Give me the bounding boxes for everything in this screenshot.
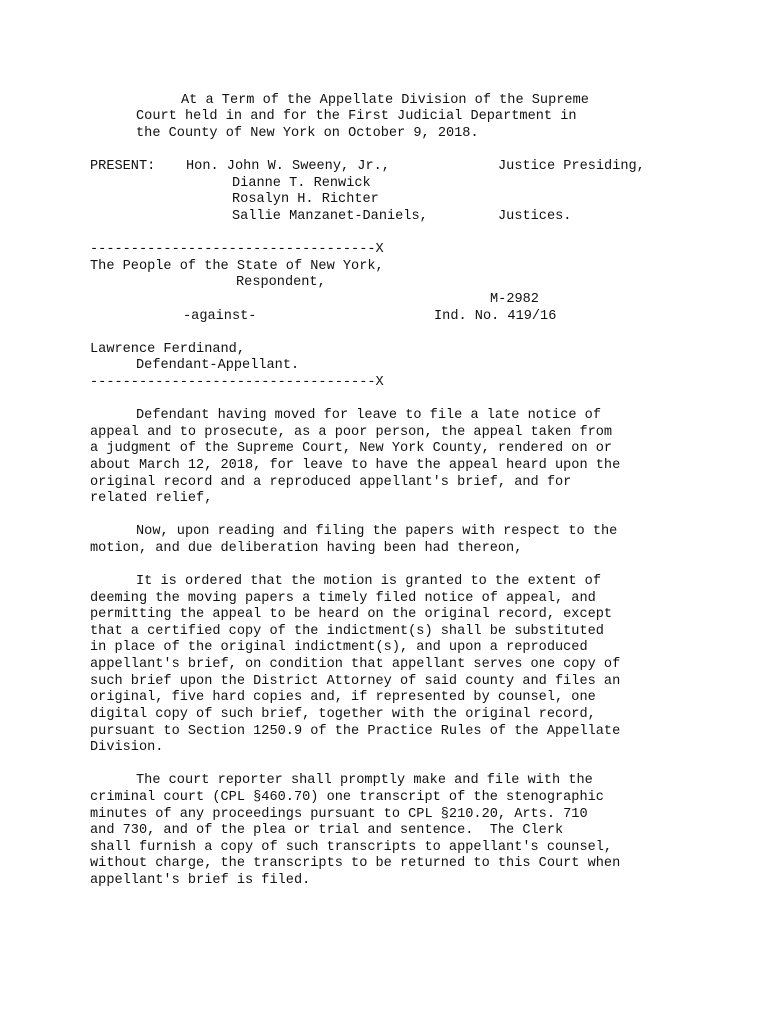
body-line: deeming the moving papers a timely filed notice of appeal, and <box>90 591 596 606</box>
body-line: Division. <box>90 740 164 755</box>
judge-name: Sallie Manzanet-Daniels, <box>232 209 428 224</box>
heading-line-1: At a Term of the Appellate Division of the Supreme <box>181 93 589 108</box>
body-line: appellant's brief, on condition that appellant serves one copy of <box>90 657 621 672</box>
against-label: -against- <box>183 309 257 324</box>
body-line: It is ordered that the motion is granted to the extent of <box>136 574 601 589</box>
body-line: a judgment of the Supreme Court, New York County, rendered on or <box>90 441 613 456</box>
body-line: shall furnish a copy of such transcripts to appellant's counsel, <box>90 840 613 855</box>
indictment-number: Ind. No. 419/16 <box>434 309 557 324</box>
body-line: criminal court (CPL §460.70) one transcript of the stenographic <box>90 790 604 805</box>
defendant-role: Defendant-Appellant. <box>136 358 300 373</box>
plaintiff-name: The People of the State of New York, <box>90 259 384 274</box>
present-label: PRESENT: <box>90 159 156 174</box>
body-line: original record and a reproduced appellant's brief, and for <box>90 475 572 490</box>
caption-rule-bottom: -----------------------------------X <box>90 375 384 390</box>
body-line: Defendant having moved for leave to file a late notice of <box>136 408 601 423</box>
body-line: related relief, <box>90 491 213 506</box>
body-line: motion, and due deliberation having been had thereon, <box>90 541 523 556</box>
heading-line-2: Court held in and for the First Judicial Department in <box>136 109 577 124</box>
judge-name: Rosalyn H. Richter <box>232 192 379 207</box>
judge-name: Dianne T. Renwick <box>232 176 371 191</box>
body-line: in place of the original indictment(s), and upon a reproduced <box>90 640 588 655</box>
body-line: permitting the appeal to be heard on the original record, except <box>90 607 613 622</box>
judge-name: Hon. John W. Sweeny, Jr., <box>186 159 390 174</box>
body-line: without charge, the transcripts to be returned to this Court when <box>90 856 621 871</box>
body-line: appellant's brief is filed. <box>90 873 311 888</box>
body-line: appeal and to prosecute, as a poor person, the appeal taken from <box>90 425 613 440</box>
caption-rule-top: -----------------------------------X <box>90 242 384 257</box>
body-line: The court reporter shall promptly make and file with the <box>136 773 593 788</box>
body-line: digital copy of such brief, together with the original record, <box>90 707 596 722</box>
motion-number: M-2982 <box>490 292 539 307</box>
defendant-name: Lawrence Ferdinand, <box>90 342 245 357</box>
body-line: minutes of any proceedings pursuant to CPL §210.20, Arts. 710 <box>90 807 588 822</box>
judge-title: Justices. <box>498 209 572 224</box>
body-line: pursuant to Section 1250.9 of the Practice Rules of the Appellate <box>90 724 621 739</box>
body-line: about March 12, 2018, for leave to have the appeal heard upon the <box>90 458 621 473</box>
body-line: Now, upon reading and filing the papers with respect to the <box>136 524 618 539</box>
body-line: original, five hard copies and, if represented by counsel, one <box>90 690 596 705</box>
judge-title: Justice Presiding, <box>498 159 645 174</box>
body-line: and 730, and of the plea or trial and sentence. The Clerk <box>90 823 564 838</box>
heading-line-3: the County of New York on October 9, 2018. <box>136 126 479 141</box>
body-line: such brief upon the District Attorney of said county and files an <box>90 674 621 689</box>
plaintiff-role: Respondent, <box>236 275 326 290</box>
body-line: that a certified copy of the indictment(s) shall be substituted <box>90 624 604 639</box>
